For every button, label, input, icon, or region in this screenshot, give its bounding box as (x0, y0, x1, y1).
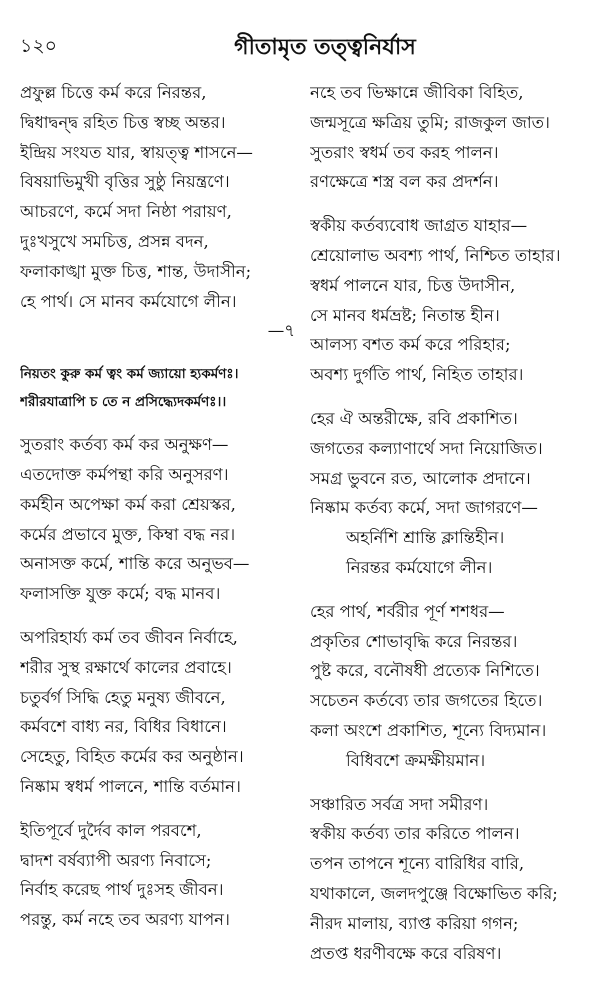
verse-line: নিষ্কাম স্বধর্ম পালনে, শান্তি বর্তমান। (20, 776, 241, 796)
verse-line: সুতরাং স্বধর্ম তব করহ পালন। (310, 142, 499, 162)
running-title: গীতামৃত তত্ত্বনির্যাস (234, 34, 416, 60)
verse-line: ফলাসক্তি যুক্ত কর্মে; বদ্ধ মানব। (20, 584, 221, 604)
verse-line-indented: অহর্নিশি শ্রান্তি ক্লান্তিহীন। (346, 528, 505, 548)
stanza-gap (20, 346, 305, 360)
right-stanza-3 (310, 404, 595, 583)
left-column (20, 78, 305, 935)
verse-line: ইন্দ্রিয় সংযত যার, স্বায়ত্ত্ব শাসনে— (20, 142, 253, 162)
verse-line: আলস্য বশত কর্ম করে পরিহার; (310, 335, 511, 355)
verse-line: পুষ্ট করে, বনৌষধী প্রত্যেক নিশিতে। (310, 661, 540, 681)
verse-line: অপরিহার্য্য কর্ম তব জীবন নির্বাহে, (20, 627, 238, 647)
verse-line: শ্রেয়োলাভ অবশ্য পার্থ, নিশ্চিত তাহার। (310, 245, 561, 265)
verse-line: নিষ্কাম কর্তব্য কর্মে, সদা জাগরণে— (310, 498, 538, 518)
sanskrit-shloka (20, 360, 305, 416)
verse-line: কর্মবশে বাধ্য নর, বিধির বিধানে। (20, 717, 227, 737)
verse-line-indented: বিধিবশে ক্রমক্ষীয়মান। (346, 750, 486, 770)
verse-line: ফলাকাঙ্খা মুক্ত চিত্ত, শান্ত, উদাসীন; (20, 261, 252, 281)
verse-line: প্রকৃতির শোভাবৃদ্ধি করে নিরন্তর। (310, 631, 518, 651)
verse-line: ইতিপূর্বে দুর্দৈব কাল পরবশে, (20, 820, 202, 840)
verse-line: প্রতপ্ত ধরণীবক্ষে করে বরিষণ। (310, 943, 502, 963)
verse-reference: —৭ (267, 321, 295, 341)
verse-line: জগতের কল্যাণার্থে সদা নিয়োজিত। (310, 438, 543, 458)
verse-line: নীরদ মালায়, ব্যাপ্ত করিয়া গগন; (310, 913, 519, 933)
verse-line: সচেতন কর্তব্যে তার জগতের হিতে। (310, 691, 543, 711)
verse-line: অনাসক্ত কর্মে, শান্তি করে অনুভব— (20, 554, 250, 574)
verse-line: স্বধর্ম পালনে যার, চিত্ত উদাসীন, (310, 275, 516, 295)
verse-line: সমগ্র ভুবনে রত, আলোক প্রদানে। (310, 468, 531, 488)
stanza-gap (310, 583, 595, 597)
verse-line: হে পার্থ। সে মানব কর্মযোগে লীন। (20, 291, 237, 311)
verse-line: কলা অংশে প্রকাশিত, শূন্যে বিদ্যমান। (310, 720, 547, 740)
verse-line: সেহেতু, বিহিত কর্মের কর অনুষ্ঠান। (20, 747, 244, 767)
right-stanza-4 (310, 597, 595, 776)
right-stanza-5 (310, 790, 595, 969)
verse-line: পরন্তু, কর্ম নহে তব অরণ্য যাপন। (20, 910, 230, 930)
verse-line: কর্মের প্রভাবে মুক্ত, কিম্বা বদ্ধ নর। (20, 524, 236, 544)
verse-line: যথাকালে, জলদপুঞ্জে বিক্ষোভিত করি; (310, 883, 558, 903)
verse-line: জন্মসূত্রে ক্ষত্রিয় তুমি; রাজকুল জাত। (310, 112, 550, 132)
verse-line: দুঃখসুখে সমচিত্ত, প্রসন্ন বদন, (20, 231, 209, 251)
stanza-gap (20, 802, 305, 816)
verse-line: অবশ্য দুর্গতি পার্থ, নিহিত তাহার। (310, 365, 524, 385)
verse-line: সঞ্চারিত সর্বত্র সদা সমীরণ। (310, 794, 489, 814)
verse-line: স্বকীয় কর্তব্য তার করিতে পালন। (310, 824, 520, 844)
verse-line: শরীর সুস্থ রক্ষার্থে কালের প্রবাহে। (20, 657, 232, 677)
verse-line: হের পার্থ, শর্বরীর পূর্ণ শশধর— (310, 601, 505, 621)
stanza-gap (310, 390, 595, 404)
page-number: ১২০ (20, 35, 58, 57)
stanza-gap (20, 416, 305, 430)
verse-line: নহে তব ভিক্ষান্নে জীবিকা বিহিত, (310, 83, 524, 102)
verse-line: হের ঐ অন্তরীক্ষে, রবি প্রকাশিত। (310, 408, 518, 428)
right-column (310, 78, 595, 968)
verse-line: সে মানব ধর্মভ্রষ্ট; নিতান্ত হীন। (310, 305, 500, 325)
right-stanza-2 (310, 211, 595, 390)
left-stanza-4 (20, 816, 305, 935)
verse-line: দ্বাদশ বর্ষব্যাপী অরণ্য নিবাসে; (20, 850, 212, 870)
left-stanza-1 (20, 78, 305, 346)
verse-line: রণক্ষেত্রে শস্ত্র বল কর প্রদর্শন। (310, 172, 499, 192)
stanza-gap (310, 776, 595, 790)
left-stanza-2 (20, 430, 305, 609)
shloka-line: নিয়তং কুরু কর্ম ত্বং কর্ম জ্যায়ো হ্যকর্মণঃ। (20, 366, 239, 383)
verse-line: স্বকীয় কর্তব্যবোধ জাগ্রত যাহার— (310, 216, 528, 236)
verse-line: আচরণে, কর্মে সদা নিষ্ঠা পরায়ণ, (20, 202, 232, 222)
verse-line: প্রফুল্ল চিত্তে কর্ম করে নিরন্তর, (20, 83, 207, 102)
verse-line: সুতরাং কর্তব্য কর্ম কর অনুক্ষণ— (20, 435, 229, 455)
verse-line: কর্মহীন অপেক্ষা কর্ম করা শ্রেয়স্কর, (20, 494, 236, 514)
verse-line: দ্বিধাদ্বন্দ্ব রহিত চিত্ত স্বচ্ছ অন্তর। (20, 112, 226, 132)
verse-line: বিষয়াভিমুখী বৃত্তির সুষ্ঠু নিয়ন্ত্রণে। (20, 172, 230, 192)
verse-line-indented: নিরন্তর কর্মযোগে লীন। (346, 557, 493, 577)
stanza-gap (310, 197, 595, 211)
verse-line: তপন তাপনে শূন্যে বারিধির বারি, (310, 854, 525, 874)
shloka-line: শরীরযাত্রাপি চ তে ন প্রসিদ্ধ্যেদকর্মণঃ।। (20, 394, 227, 411)
verse-line: চতুর্বর্গ সিদ্ধি হেতু মনুষ্য জীবনে, (20, 687, 226, 707)
verse-line: নির্বাহ করেছ পার্থ দুঃসহ জীবন। (20, 880, 224, 900)
right-stanza-1 (310, 78, 595, 197)
left-stanza-3 (20, 623, 305, 802)
verse-line: এতদোক্ত কর্মপন্থা করি অনুসরণ। (20, 464, 229, 484)
stanza-gap (20, 609, 305, 623)
